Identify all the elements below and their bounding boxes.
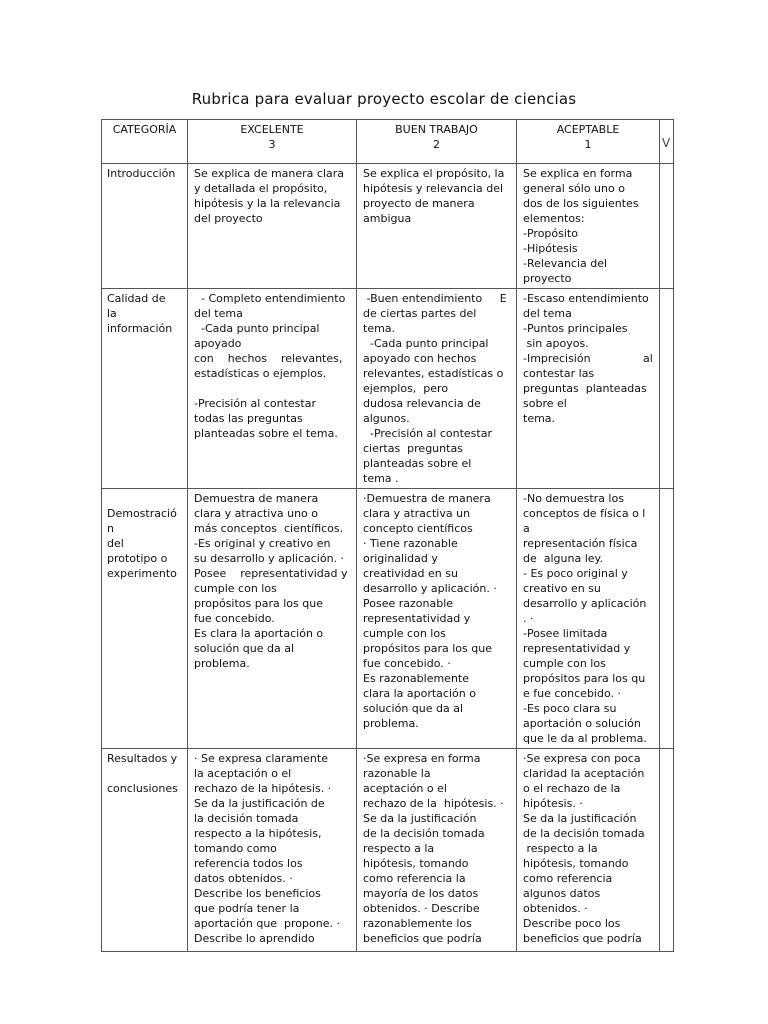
cell-line: propósitos para los qu [523,672,646,685]
cell-line: que podría tener la [194,902,300,915]
cell-line: clara la aportación o [363,687,476,700]
cell-line: aportación o solución [523,717,641,730]
cell-line: hipótesis, tomando [363,857,469,870]
cell-line: conceptos de física o l [523,507,646,520]
buen-trabajo-cell [357,289,517,489]
cell-line: -Imprecisión al [523,352,653,365]
cell-line: razonable la [363,767,431,780]
header-label: ACEPTABLE [556,123,620,136]
category-cell [102,749,188,952]
extra-cell [660,289,674,489]
cell-line: Es clara la aportación o [194,627,324,640]
cell-line: -Posee limitada [523,627,608,640]
cell-line: dudosa relevancia de [363,397,481,410]
cell-line: representatividad y [363,612,471,625]
cell-line: como referencia la [363,872,466,885]
cell-line: - Es poco original y [523,567,628,580]
header-score: 2 [433,138,440,151]
cell-line: respecto a la [523,842,598,855]
rubric-table [101,119,674,952]
cell-line: estadísticas o ejemplos. [194,367,327,380]
cell-line: a [523,522,530,535]
cell-line: proyecto [523,272,572,285]
excelente-cell [188,164,357,289]
category-cell [102,289,188,489]
cell-line: tomando como [194,842,277,855]
cell-line: propósitos para los que [363,642,492,655]
excelente-cell [188,749,357,952]
cell-line: Se explica en forma [523,167,633,180]
cell-line: algunos. [363,412,410,425]
cell-line: planteadas sobre el [363,457,472,470]
cell-line: hipótesis, tomando [523,857,629,870]
cell-line: algunos datos [523,887,601,900]
header-categoria [102,120,188,164]
cell-line: beneficios que podría [363,932,482,945]
cell-line: respecto a la hipótesis, [194,827,322,840]
cell-line: Describe poco los [523,917,621,930]
cell-line: Describe lo aprendido [194,932,315,945]
cell-line: de la decisión tomada [523,827,645,840]
cell-line: obtenidos. · Describe [363,902,480,915]
cell-line: Se da la justificación [363,812,477,825]
cell-line: Describe los beneficios [194,887,321,900]
cell-line: elementos: [523,212,585,225]
cell-line: · Se expresa claramente [194,752,328,765]
cell-line: -Cada punto principal [194,322,320,335]
header-aceptable [517,120,660,164]
cell-line: del tema [523,307,572,320]
aceptable-cell [517,164,660,289]
cell-line: cumple con los [523,657,606,670]
cell-line: clara y atractiva un [363,507,471,520]
cell-line: -Puntos principales [523,322,628,335]
header-label: CATEGORÍA [112,123,177,136]
cell-line: - Completo entendimiento [194,292,346,305]
cell-line: y detallada el propósito, [194,182,328,195]
table-row [102,289,674,489]
cell-line: · Tiene razonable [363,537,458,550]
cell-line: conclusiones [107,782,178,795]
cell-line: obtenidos. · [523,902,588,915]
cell-line: cumple con los [363,627,446,640]
cell-line: Calidad de [107,292,166,305]
category-cell [102,164,188,289]
cell-line: problema. [194,657,250,670]
cell-line: tema . [363,472,399,485]
header-buen-trabajo [357,120,517,164]
buen-trabajo-cell [357,489,517,749]
cell-line: como referencia [523,872,613,885]
document-title: Rubrica para evaluar proyecto escolar de ciencias [191,90,577,108]
cell-line: de la decisión tomada [363,827,485,840]
excelente-cell [188,289,357,489]
cell-line: razonablemente los [363,917,472,930]
cell-line: beneficios que podría [523,932,642,945]
cell-line: Se da la justificación de [194,797,325,810]
cell-line: -Precisión al contestar [194,397,316,410]
header-excelente [188,120,357,164]
cell-line: información [107,322,173,335]
cell-line: Posee razonable [363,597,454,610]
cell-line: del proyecto [194,212,263,225]
cell-line: -Relevancia del [523,257,608,270]
cell-line: propósitos para los que [194,597,323,610]
cell-line: apoyado [194,337,242,350]
cell-line: Demostració [107,507,177,520]
header-row [102,120,674,164]
cell-line: de alguna ley. [523,552,603,565]
cell-line: -Escaso entendimiento [523,292,649,305]
cell-line: hipótesis y la la relevancia [194,197,341,210]
header-score: 3 [268,138,276,151]
cell-line: Resultados y [107,752,178,765]
table-row [102,164,674,289]
cell-line: datos obtenidos. · [194,872,293,885]
cell-line: ·Se expresa con poca [523,752,641,765]
cell-line: apoyado con hechos [363,352,477,365]
cell-line: desarrollo y aplicación [523,597,647,610]
header-score: 1 [584,138,592,151]
cell-line: del tema [194,307,243,320]
aceptable-cell [517,489,660,749]
cell-line: Posee representatividad y [194,567,348,580]
cell-line: proyecto de manera [363,197,475,210]
cell-line: -Cada punto principal [363,337,489,350]
cell-line: ejemplos, pero [363,382,449,395]
cell-line: contestar las [523,367,595,380]
cell-line: fue concebido. · [363,657,451,670]
cell-line: tema. [523,412,556,425]
cell-line: solución que da al [363,702,464,715]
cell-line: fue concebido. [194,612,275,625]
header-label: BUEN TRABAJO [395,123,478,136]
cell-line: todas las preguntas [194,412,303,425]
cell-line: Se da la justificación [523,812,637,825]
cell-line: hipótesis. · [523,797,583,810]
extra-cell [660,749,674,952]
cell-line: Es razonablemente [363,672,469,685]
table-row [102,749,674,952]
cell-line: tema. [363,322,396,335]
cell-line: la [107,307,117,320]
cell-line: sobre el [523,397,567,410]
cell-line: -Es original y creativo en [194,537,331,550]
cell-line: relevantes, estadísticas o [363,367,504,380]
cell-line: de ciertas partes del [363,307,477,320]
cell-line: Se explica de manera clara [194,167,345,180]
cell-line: creatividad en su [363,567,458,580]
cell-line [194,381,350,396]
cell-line: preguntas planteadas [523,382,647,395]
cell-line: concepto científicos [363,522,473,535]
cell-line: sin apoyos. [523,337,589,350]
cell-line: o el rechazo de la [523,782,621,795]
cell-line: claridad la aceptación [523,767,645,780]
cell-line: clara y atractiva uno o [194,507,318,520]
rubric-body [102,164,674,952]
extra-cell [660,164,674,289]
category-cell [102,489,188,749]
cell-line: ·Demuestra de manera [363,492,491,505]
cell-line: -No demuestra los [523,492,624,505]
cell-line: su desarrollo y aplicación. · [194,552,345,565]
cell-line: cumple con los [194,582,277,595]
cell-line: aceptación o el [363,782,447,795]
table-row [102,489,674,749]
cell-line: aportación que propone. · [194,917,340,930]
cell-line: e fue concebido. · [523,687,621,700]
cell-line: -Hipótesis [523,242,578,255]
cell-line: desarrollo y aplicación. · [363,582,497,595]
cell-line [107,766,181,781]
cell-line: mayoría de los datos [363,887,479,900]
cell-line: experimento [107,567,177,580]
cell-line: del [107,537,124,550]
cell-line: más conceptos científicos. [194,522,344,535]
cell-line: rechazo de la hipótesis. · [363,797,504,810]
cell-line: -Buen entendimiento E [363,292,507,305]
cell-line: Introducción [107,167,176,180]
cell-line: -Precisión al contestar [363,427,492,440]
cell-line: dos de los siguientes [523,197,639,210]
cell-line: -Propósito [523,227,578,240]
cell-line: problema. [363,717,419,730]
margin-mark: V [662,136,671,150]
excelente-cell [188,489,357,749]
cell-line: general sólo uno o [523,182,625,195]
cell-line: ciertas preguntas [363,442,463,455]
cell-line: ·Se expresa en forma [363,752,481,765]
cell-line: representatividad y [523,642,631,655]
cell-line: n [107,522,114,535]
cell-line: Demuestra de manera [194,492,319,505]
extra-cell [660,489,674,749]
cell-line: rechazo de la hipótesis. · [194,782,332,795]
cell-line [107,491,181,506]
cell-line: -Es poco clara su [523,702,617,715]
cell-line: creativo en su [523,582,601,595]
cell-line: con hechos relevantes, [194,352,343,365]
aceptable-cell [517,749,660,952]
cell-line: la aceptación o el [194,767,292,780]
cell-line: originalidad y [363,552,438,565]
cell-line: la decisión tomada [194,812,299,825]
buen-trabajo-cell [357,749,517,952]
cell-line: Se explica el propósito, la [363,167,505,180]
header-label: EXCELENTE [240,123,304,136]
cell-line: ambigua [363,212,412,225]
cell-line: que le da al problema. [523,732,647,745]
buen-trabajo-cell [357,164,517,289]
cell-line: solución que da al [194,642,295,655]
cell-line: referencia todos los [194,857,303,870]
cell-line: prototipo o [107,552,168,565]
aceptable-cell [517,289,660,489]
cell-line: planteadas sobre el tema. [194,427,338,440]
cell-line: . · [523,612,534,625]
cell-line: representación física [523,537,638,550]
cell-line: respecto a la [363,842,435,855]
cell-line: hipótesis y relevancia del [363,182,504,195]
